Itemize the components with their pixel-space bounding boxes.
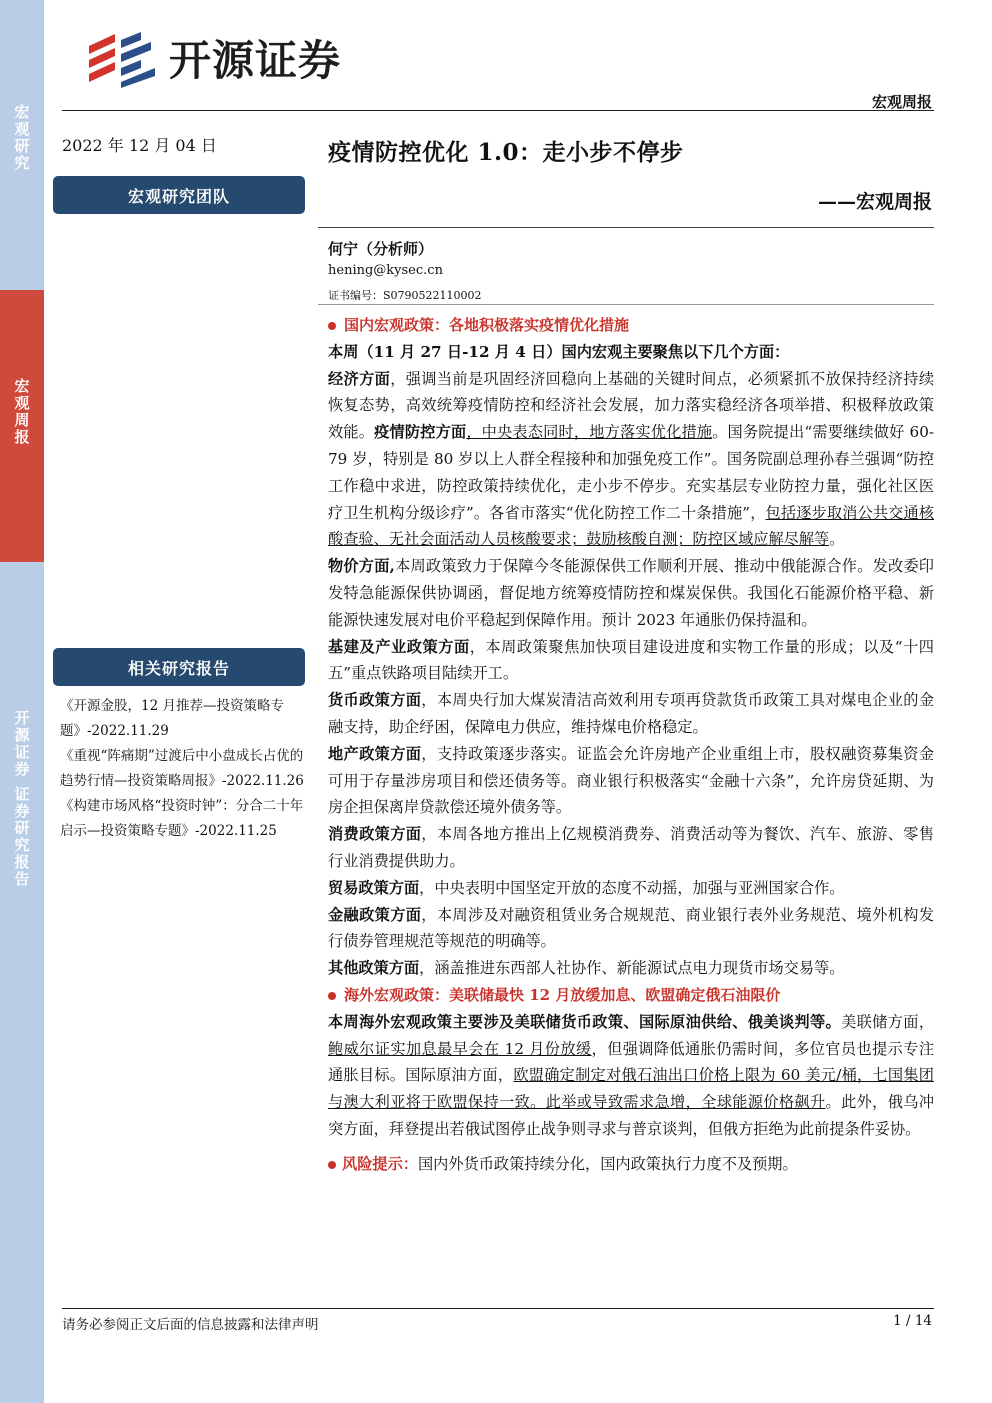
lead-estate: 地产政策方面 [328, 744, 422, 763]
lead-economy: 经济方面 [328, 369, 391, 388]
lead-epidemic: 疫情防控方面 [374, 423, 467, 442]
text-end: 。 [829, 530, 845, 549]
text-fed-underlined: 鲍威尔证实加息最早会在 12 月份放缓 [328, 1039, 592, 1058]
para-finance [328, 902, 934, 956]
text-risk: 国内外货币政策持续分化，国内政策执行力度不及预期。 [417, 1154, 798, 1173]
para-overseas [328, 1009, 934, 1143]
bullet-dot-icon [328, 1161, 336, 1169]
text-overseas-3: 。此外，俄乌冲突方面，拜登提出若俄试图停止战争则寻求与普京谈判，但俄方拒绝为此前提条件妥协。 [328, 1093, 935, 1138]
lead-money: 货币政策方面 [328, 691, 422, 710]
para-risk [328, 1151, 934, 1178]
side-label-macro-research: 宏 观 研 究 [14, 103, 30, 172]
page-number: 1 / 14 [893, 1313, 932, 1329]
logo-mark-icon [85, 28, 161, 88]
para-estate [328, 741, 934, 821]
lead-overseas: 本周海外宏观政策主要涉及美联储货币政策、国际原油供给、俄美谈判等。 [328, 1012, 842, 1031]
text-trade: ，中央表明中国坚定开放的态度不动摇，加强与亚洲国家合作。 [419, 878, 845, 897]
bullet-dot-icon [328, 322, 336, 330]
para-other [328, 955, 934, 982]
spacer [328, 1143, 934, 1151]
para-trade [328, 875, 934, 902]
team-label: 宏观研究团队 [127, 186, 230, 206]
lead-infra: 基建及产业政策方面 [328, 637, 470, 656]
footer-disclaimer: 请务必参阅正文后面的信息披露和法律声明 [62, 1317, 319, 1333]
related-report-item[interactable]: 《重视“阵痛期”过渡后中小盘成长占优的趋势行情—投资策略周报》-2022.11.26 [60, 748, 304, 789]
text-oil-underlined: 欧盟确定制定对俄石油出口价格上限为 60 美元/桶，七国集团与澳大利亚将于欧盟保持一致。此举或导致需求急增，全球能源价格飙升 [328, 1066, 934, 1112]
side-strip [0, 0, 44, 1403]
header-rule [62, 110, 934, 111]
analyst-name: 何宁（分析师） [328, 240, 434, 258]
text-measures-underlined: 包括逐步取消公共交通核酸查验、无社会面活动人员核酸要求；鼓励核酸自测；防控区域应解尽解等 [328, 503, 935, 549]
text-infra: ，本周政策聚焦加快项目建设进度和实物工作量的形成；以及“十四五”重点铁路项目陆续开工。 [328, 637, 934, 683]
side-label-macro-weekly: 宏 观 周 报 [14, 377, 30, 446]
text-epidemic-underlined: ，中央表态同时，地方落实优化措施 [466, 423, 713, 442]
text-overseas-1: 美联储方面， [841, 1012, 935, 1031]
report-title: 疫情防控优化 1.0：走小步不停步 [328, 139, 684, 166]
lead-risk: 风险提示： [342, 1154, 418, 1173]
analyst-cert: 证书编号：S0790522110002 [328, 289, 482, 302]
text-finance: ，本周涉及对融资租赁业务合规规范、商业银行表外业务规范、境外机构发行债券管理规范等规范的明确等。 [328, 905, 935, 951]
text-money: ，本周央行加大煤炭清洁高效利用专项再贷款货币政策工具对煤电企业的金融支持，助企纾困，保障电力供应，维持煤电价格稳定。 [328, 691, 935, 736]
report-body [328, 312, 934, 1178]
para-price [328, 553, 934, 633]
report-type-label: 宏观周报 [871, 93, 932, 111]
side-label-kysec-research: 开 源 证 券 证 券 研 究 报 告 [14, 709, 30, 888]
related-reports-list [60, 694, 310, 844]
team-label-box [53, 176, 305, 214]
text-consume: ，本周各地方推出上亿规模消费券、消费活动等为餐饮、汽车、旅游、零售行业消费提供助力。 [328, 825, 935, 870]
title-rule [318, 227, 934, 228]
lead-consume: 消费政策方面 [328, 825, 422, 844]
text-price: 本周政策致力于保障今冬能源保供工作顺利开展、推动中俄能源合作。发改委印发特急能源保供协调函，督促地方统筹疫情防控和煤炭保供。我国化石能源价格平稳、新能源快速发展对电价平稳起到保障作用。预计 2023 年通胀仍保持温和。 [328, 557, 934, 629]
footer-rule [62, 1308, 934, 1309]
related-reports-box [53, 648, 305, 686]
text-epidemic: 。国务院提出“需要继续做好 60-79 岁，特别是 80 岁以上人群全程接种和加强免疫工作”。国务院副总理孙春兰强调“防控工作稳中求进，防控政策持续优化，走小步不停步。充实基层专业防控力量，强化社区医疗卫生机构分级诊疗”。各省市落实“优化防控工作二十条措施”， [328, 423, 934, 522]
para-consume [328, 821, 934, 875]
lead-other: 其他政策方面 [328, 959, 420, 978]
analyst-email[interactable]: hening@kysec.cn [328, 263, 443, 278]
section-title-text: 国内宏观政策：各地积极落实疫情优化措施 [344, 316, 630, 334]
lead-finance: 金融政策方面 [328, 905, 422, 924]
side-strip-bottom [0, 562, 44, 1403]
section-title-text: 海外宏观政策：美联储最快 12 月放缓加息、欧盟确定俄石油限价 [344, 985, 781, 1004]
para-economy [328, 366, 934, 554]
report-date: 2022 年 12 月 04 日 [62, 136, 217, 155]
related-reports-label: 相关研究报告 [127, 658, 230, 678]
bullet-dot-icon [328, 992, 336, 1000]
text-overseas-2: ，但强调降低通胀仍需时间，多位官员也提示专注通胀目标。国际原油方面， [328, 1039, 935, 1085]
company-logo [85, 28, 341, 88]
lead-price: 物价方面, [328, 557, 395, 576]
para-money [328, 687, 934, 741]
para-infra [328, 634, 934, 688]
section-domestic-title [328, 312, 934, 339]
related-report-item[interactable]: 《开源金股，12 月推荐—投资策略专题》-2022.11.29 [60, 698, 284, 739]
text-economy: ，强调当前是巩固经济回稳向上基础的关键时间点，必须紧抓不放保持经济持续恢复态势，高效统筹疫情防控和经济社会发展，加力落实稳经济各项举措、积极释放政策效能。 [328, 369, 935, 442]
report-subtitle: ——宏观周报 [817, 191, 932, 213]
analyst-rule [318, 304, 934, 305]
text-estate: ，支持政策逐步落实。证监会允许房地产企业重组上市，股权融资募集资金可用于存量涉房项目和偿还债务等。商业银行积极落实“金融十六条”，允许房贷延期、为房企担保离岸贷款偿还境外债务等。 [328, 744, 935, 817]
logo-text: 开源证券 [169, 36, 342, 85]
text-other: ，涵盖推进东西部人社协作、新能源试点电力现货市场交易等。 [419, 959, 845, 978]
lead-trade: 贸易政策方面 [328, 878, 420, 897]
section-overseas-title [328, 982, 934, 1009]
related-report-item[interactable]: 《构建市场风格“投资时钟”：分合二十年启示—投资策略专题》-2022.11.25 [60, 798, 304, 839]
section-domestic-intro: 本周（11 月 27 日-12 月 4 日）国内宏观主要聚焦以下几个方面： [328, 342, 790, 361]
